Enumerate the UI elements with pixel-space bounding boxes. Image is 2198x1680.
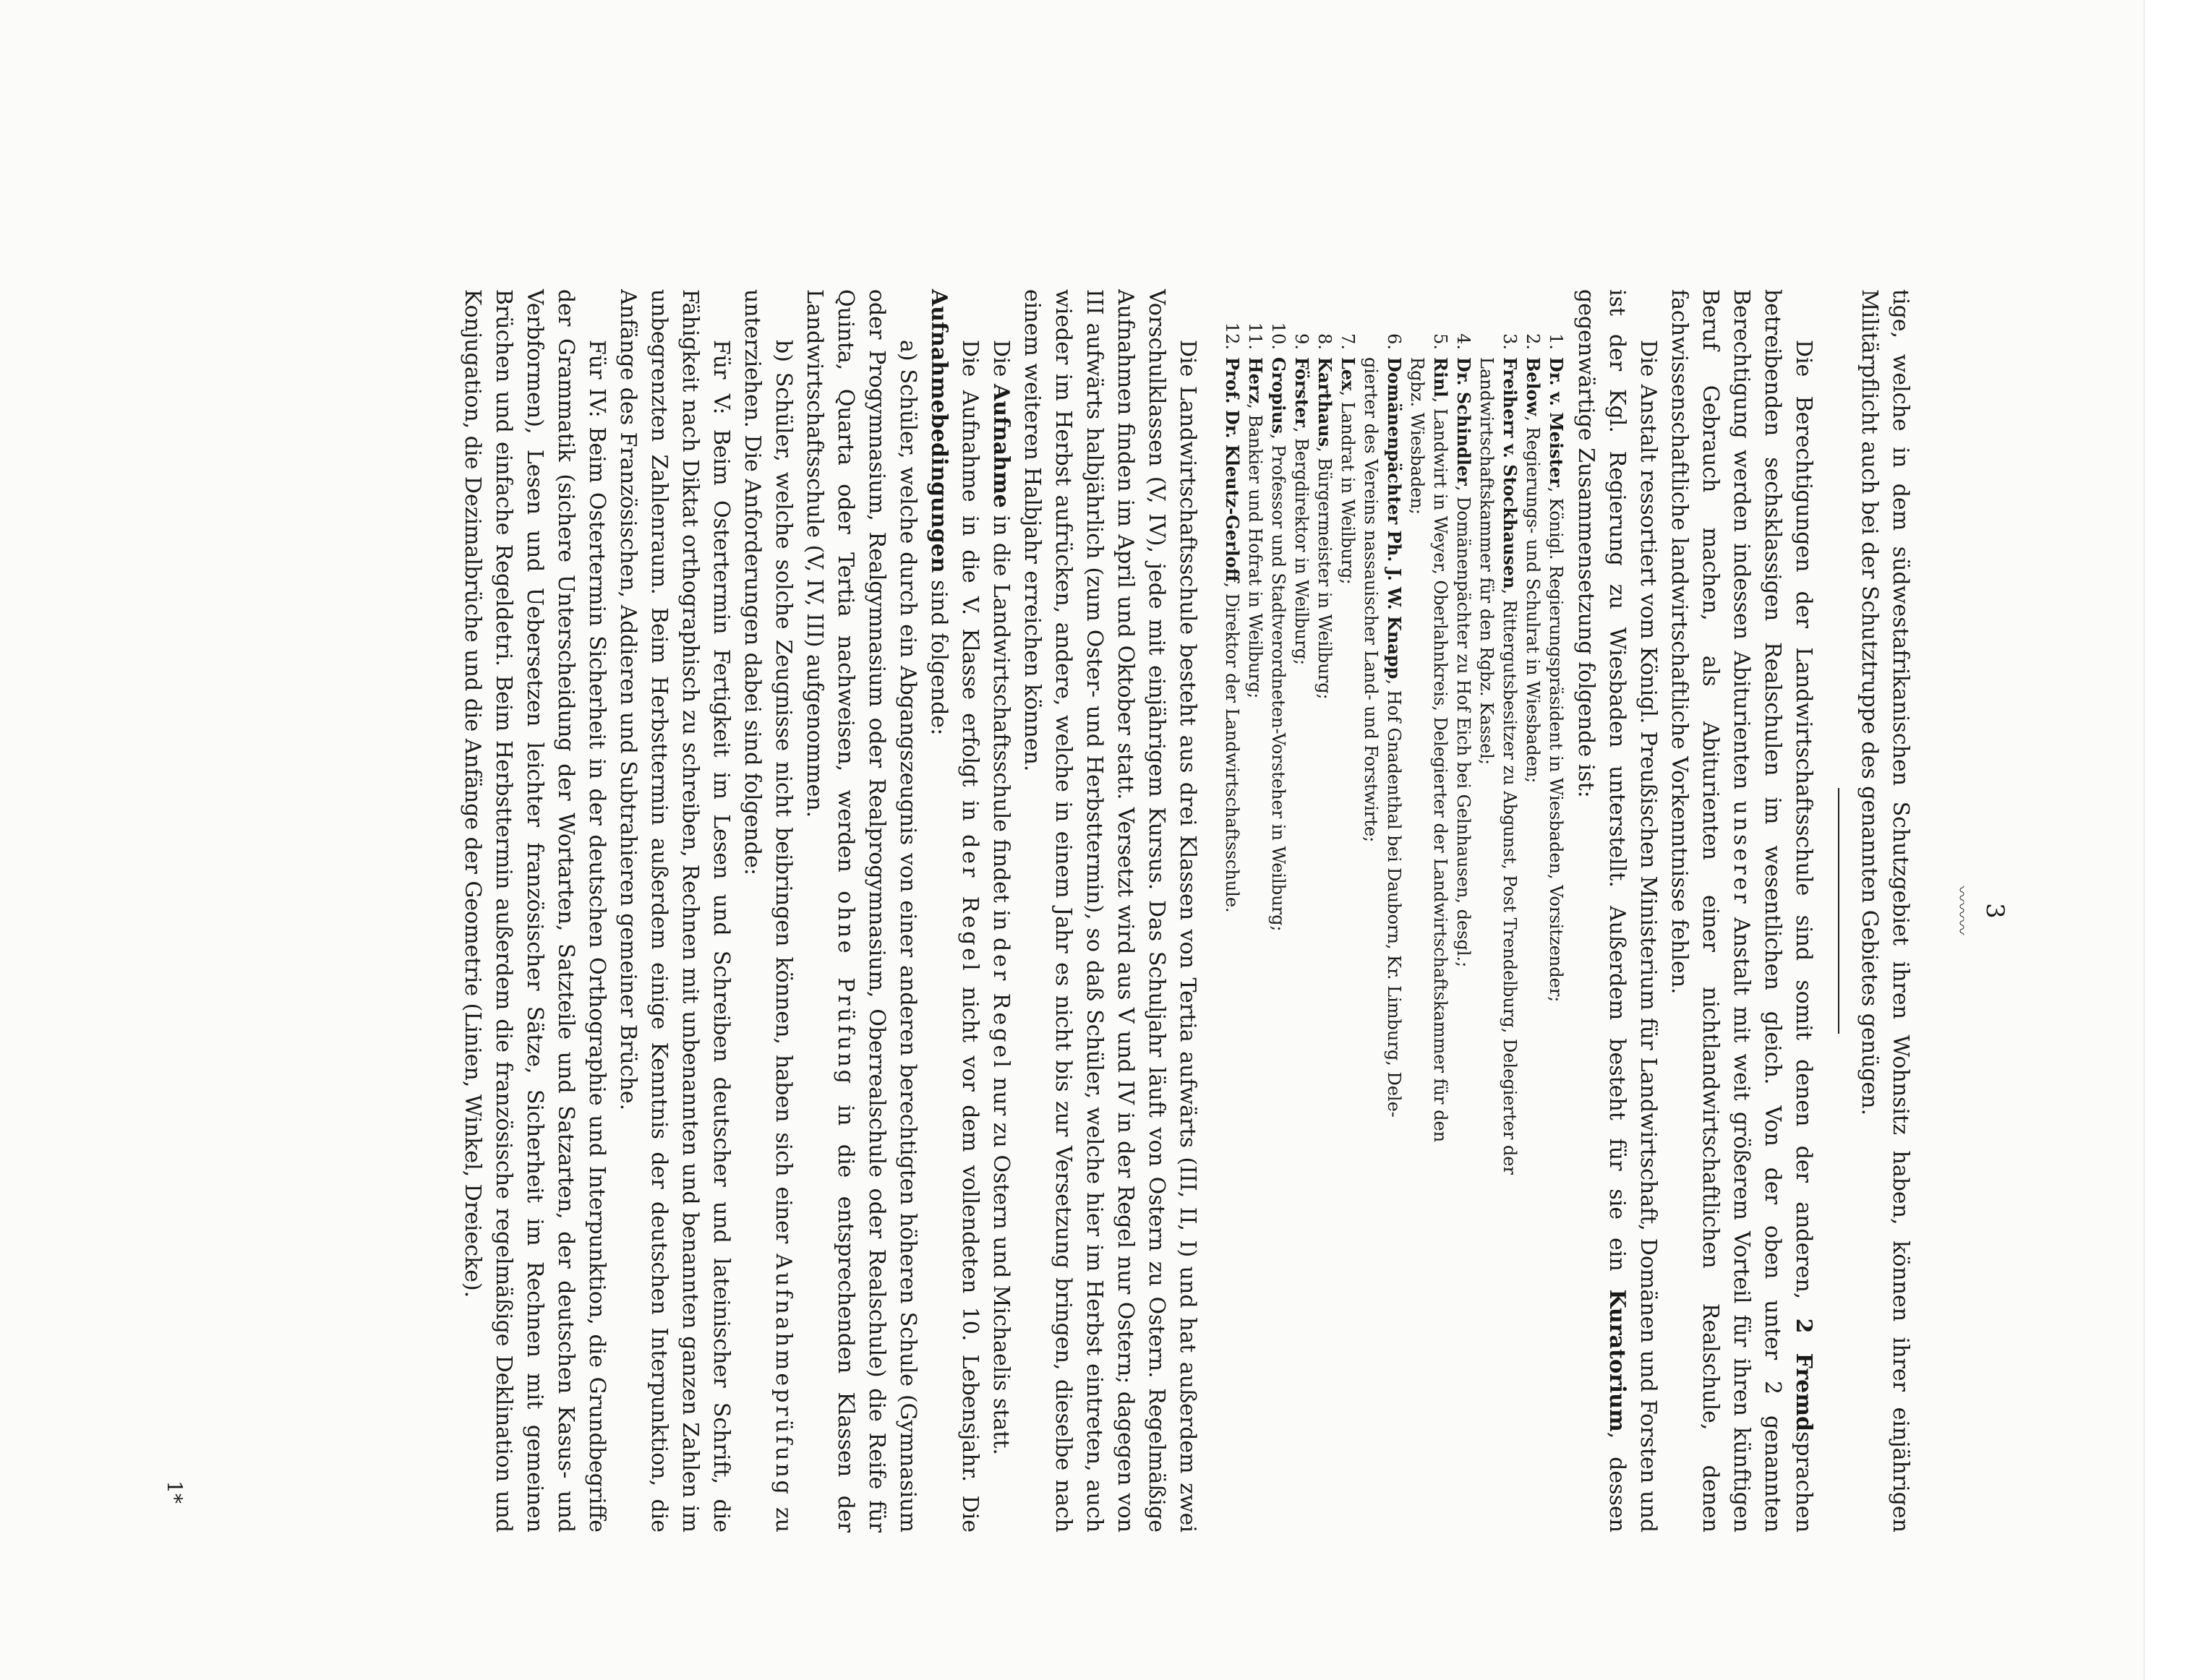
scan-margin <box>2144 0 2198 1680</box>
spaced-segment: Aufnahmeprüfung <box>771 1253 796 1497</box>
curator-role: , Regierungs- und Schulrat in Wiesbaden; <box>1523 416 1543 784</box>
spaced-segment: unserer <box>1729 800 1754 907</box>
curator-role: , Professor und Stadtverordneten-Vorsteher in Weilburg; <box>1268 434 1288 932</box>
curator-role: , Landrat in Weilburg; <box>1338 390 1358 585</box>
list-number: 4. <box>1453 333 1474 350</box>
paragraph-entitlements <box>1664 289 1819 1533</box>
curator-role: , Königl. Regierungspräsident in Wiesbaden, Vorsitzender; <box>1546 487 1566 1003</box>
text-segment: Die <box>988 340 1014 384</box>
curator-name: Lex <box>1338 357 1359 391</box>
list-number: 10. <box>1268 322 1288 350</box>
curator-role-continued: gierter des Vereins nassauischer Land- und Forstwirte; <box>1361 357 1381 843</box>
bold-segment: 2 Fremd <box>1791 1318 1816 1431</box>
curator-role: , Direktor der Landwirtschaftsschule. <box>1222 582 1242 913</box>
paragraph-condition-b <box>737 289 799 1533</box>
curator-role: , Bergdirektor in Weilburg; <box>1291 427 1312 666</box>
list-item <box>1475 318 1521 1533</box>
curator-name: Domänenpächter Ph. J. W. Knapp <box>1384 357 1405 680</box>
signature-mark: 1* <box>163 1480 187 1504</box>
curator-name: Gropius <box>1268 357 1289 434</box>
list-number: 3. <box>1500 333 1520 350</box>
list-item <box>1521 318 1544 1533</box>
curator-role: , Bankier und Hofrat in Weilburg; <box>1245 403 1265 699</box>
spaced-segment: der Regel <box>957 834 983 974</box>
list-number: 6. <box>1384 333 1404 350</box>
bold-segment: Kuratorium <box>1604 1289 1630 1432</box>
text-segment: , dessen gegenwärtige Zusammensetzung folgende ist: <box>1573 289 1630 1533</box>
text-segment: nur zu Ostern und Michaelis statt. <box>988 1070 1014 1455</box>
list-item <box>1290 318 1313 1533</box>
curator-name: Förster <box>1291 357 1312 427</box>
curator-role: , Landwirt in Weyer, Oberlahnkreis, Delegierter der Landwirtschaftskammer für den <box>1430 397 1450 1143</box>
text-segment: nicht vor dem vollendeten 10. Lebensjahr. Die <box>957 973 983 1533</box>
paragraph-admission <box>985 289 1017 1533</box>
list-item <box>1359 318 1406 1533</box>
curator-name: Freiherr v. Stockhausen <box>1500 357 1521 589</box>
paragraph-condition-a <box>799 289 923 1533</box>
text-segment: in die Landwirtschaftsschule findet in <box>988 507 1014 938</box>
text-segment: Anstalt mit weit größerem Vorteil für ihren künftigen Beruf Gebrauch machen, als Abiturienten einer nichtlandwirtschaftlichen Realschule, denen fachwissenschaftliche landwirtschaftliche Vorkenntnisse fehlen. <box>1667 289 1754 1533</box>
curator-role: , Hof Gnadenthal bei Dauborn, Kr. Limburg, Dele- <box>1384 679 1404 1118</box>
document-page <box>72 181 2126 1641</box>
section-rule <box>1838 788 1839 1034</box>
spaced-segment: der Regel <box>988 937 1014 1071</box>
list-item <box>1452 318 1475 1533</box>
curator-role: , Domänenpächter zu Hof Eich bei Gelnhausen, desgl.; <box>1453 485 1474 968</box>
text-segment: b) Schüler, welche solche Zeugnisse nicht beibringen können, haben sich einer <box>771 340 796 1254</box>
text-segment: Die Berechtigungen der Landwirtschaftsschule sind somit denen der anderen, <box>1791 340 1816 1319</box>
text-segment: Die Anstalt ressortiert vom Königl. Preußischen Ministerium für Landwirtschaft, Domänen und Forsten und ist der Kgl. Regierung zu Wiesbaden unterstellt. Außerdem besteht für sie ein <box>1604 289 1661 1533</box>
text-segment: Die Aufnahme in die V. Klasse erfolgt in <box>957 340 983 835</box>
curator-role-continued: Landwirtschaftskammer für den Rgbz. Kassel; <box>1476 357 1497 766</box>
curator-role: , Rittergutsbesitzer zu Abgunst, Post Trendelburg, Delegierter der <box>1500 588 1520 1175</box>
page-number: 3 <box>1980 903 2009 919</box>
paragraph-requirements-iv: Für IV: Beim Ostertermin Sicherheit in der deutschen Orthographie und Interpunktion, die Grundbegriffe der Grammatik (sichere Unterscheidung der Wortarten, Satzteile und Satzarten, der deutschen Kasus- und Verbformen), Lesen und Uebersetzen leichter französischer Sätze, Sicherheit im Rechnen mit gemeinen Brüchen und einfache Regeldetri. Beim Herbsttermin außerdem die französische regelmäßige Deklination und Konjugation, die Dezimalbrüche und die Anfänge der Geometrie (Linien, Winkel, Dreiecke). <box>460 289 610 1533</box>
list-item <box>1544 318 1568 1533</box>
spaced-segment: ohne Prüfung <box>833 891 858 1087</box>
list-number: 5. <box>1430 333 1450 350</box>
paragraph-age-requirement <box>923 289 985 1533</box>
curator-list <box>1220 289 1568 1533</box>
list-number: 9. <box>1291 333 1312 350</box>
list-item <box>1336 318 1359 1533</box>
text-segment: sprachen betreibenden sechsklassigen Realschulen im wesentlichen gleich. Von der oben unter 2 genannten Berechtigung werden indessen Abiturienten <box>1729 289 1816 1533</box>
list-number: 2. <box>1523 333 1543 350</box>
paragraph-military-service: tige, welche in dem südwestafrikanischen Schutzgebiet ihren Wohnsitz haben, können ihrer einjährigen Militärpflicht auch bei der Schutztruppe des genannten Gebietes genügen. <box>1857 289 1913 1533</box>
text-segment: a) Schüler, welche durch ein Abgangszeugnis von einer anderen berechtigten höheren Schule (Gymnasium oder Progymnasium, Realgymnasium oder Realprogymnasium, Oberrealschule oder Realschule) die Reife für Quinta, Quarta oder Tertia nachweisen, werden <box>833 289 920 1533</box>
text-segment: sind folgende: <box>926 573 952 736</box>
text-segment: in die entsprechenden Klassen der Landwirtschaftsschule (V, IV, III) aufgenommen. <box>802 289 858 1533</box>
curator-name: Karthaus <box>1314 357 1335 447</box>
text-segment: zu unterziehen. Die Anforderungen dabei sind folgende: <box>740 289 796 1533</box>
list-number: 11. <box>1245 322 1265 350</box>
ornament-divider: 〰〰〰 <box>1951 886 1970 936</box>
paragraph-requirements-v: Für V: Beim Ostertermin Fertigkeit im Lesen und Schreiben deutscher und lateinischer Schrift, die Fähigkeit nach Diktat orthographisch zu schreiben, Rechnen mit unbenannten und benannten ganzen Zahlen im unbegrenzten Zahlenraum. Beim Herbsttermin außerdem einige Kenntnis der deutschen Interpunktion, die Anfänge des Französischen, Addieren und Subtrahieren gemeiner Brüche. <box>615 289 734 1533</box>
list-number: 1. <box>1546 333 1566 350</box>
bold-segment: Aufnahme <box>988 383 1014 508</box>
curator-role-continued: Rgbz. Wiesbaden; <box>1407 357 1427 515</box>
list-number: 8. <box>1314 333 1335 350</box>
list-item <box>1244 318 1267 1533</box>
list-item <box>1313 318 1336 1533</box>
bold-segment: Aufnahmebedingungen <box>926 289 952 573</box>
curator-name: Herz <box>1245 357 1266 404</box>
list-item <box>1220 318 1244 1533</box>
curator-name: Prof. Dr. Kleutz-Gerloff <box>1222 357 1243 583</box>
paragraph-administration <box>1570 289 1664 1533</box>
curator-name: Below <box>1523 357 1544 416</box>
list-item <box>1406 318 1452 1533</box>
list-item <box>1267 318 1290 1533</box>
curator-name: Rinl <box>1430 357 1451 398</box>
list-number: 7. <box>1338 333 1358 350</box>
paragraph-classes: Die Landwirtschaftsschule besteht aus drei Klassen von Tertia aufwärts (III, II, I) und hat außerdem zwei Vorschulklassen (V, IV), jede mit einjährigem Kursus. Das Schuljahr läuft von Ostern zu Ostern. Regelmäßige Aufnahmen finden im April und Oktober statt. Versetzt wird aus V und IV in der Regel nur Ostern; dagegen von III aufwärts halbjährlich (zum Oster- und Herbsttermin), so daß Schüler, welche hier im Herbst eintreten, auch wieder im Herbst aufrücken, andere, welche in einem Jahr es nicht bis zur Versetzung bringen, dieselbe nach einem weiteren Halbjahr erreichen können. <box>1019 289 1200 1533</box>
curator-role: , Bürgermeister in Weilburg; <box>1314 447 1335 700</box>
curator-name: Dr. v. Meister <box>1546 357 1567 487</box>
curator-name: Dr. Schindler <box>1453 357 1474 486</box>
list-number: 12. <box>1222 322 1242 350</box>
